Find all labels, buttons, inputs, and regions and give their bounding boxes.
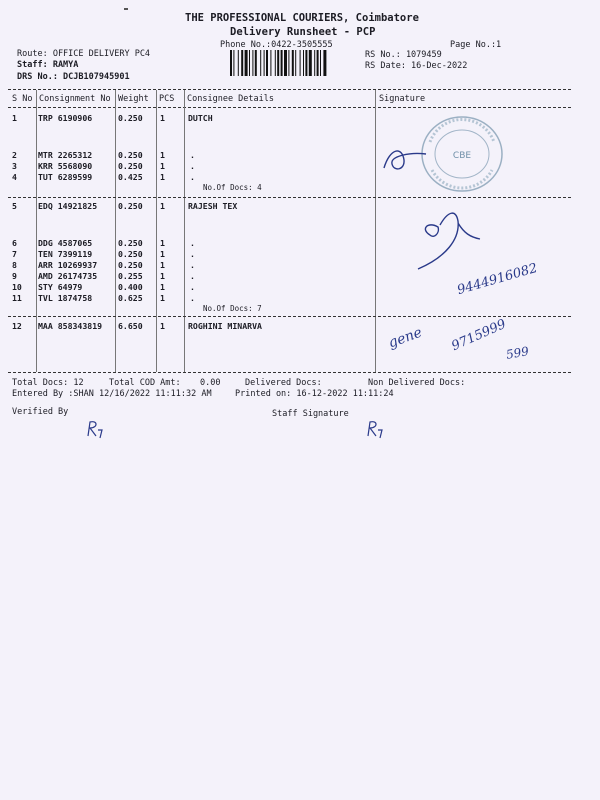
barcode-bar xyxy=(266,50,268,76)
entered-by: Entered By :SHAN 12/16/2022 11:11:32 AM xyxy=(12,389,212,399)
cell-mark: . xyxy=(190,172,195,182)
barcode-bar xyxy=(305,50,307,76)
cell-weight: 0.255 xyxy=(118,271,143,281)
cell-weight: 0.250 xyxy=(118,113,143,123)
cell-sno: 4 xyxy=(12,172,17,182)
barcode-bar xyxy=(277,50,279,76)
docs-count-note: No.Of Docs: 4 xyxy=(203,183,262,192)
cell-weight: 0.250 xyxy=(118,150,143,160)
printed-on: Printed on: 16-12-2022 11:11:24 xyxy=(235,389,394,399)
cell-consignment: DDG 4587065 xyxy=(38,238,93,248)
cell-pcs: 1 xyxy=(160,260,165,270)
docs-count-note: No.Of Docs: 7 xyxy=(203,304,262,313)
cell-consignment: TUT 6289599 xyxy=(38,172,93,182)
cell-sno: 1 xyxy=(12,113,17,123)
cell-weight: 0.425 xyxy=(118,172,143,182)
column-rule xyxy=(156,90,157,372)
column-rule xyxy=(184,90,185,372)
cell-sno: 8 xyxy=(12,260,17,270)
barcode-bar xyxy=(288,50,289,76)
staff-label: Staff: RAMYA xyxy=(17,60,79,70)
barcode-bar xyxy=(275,50,276,76)
cell-mark: . xyxy=(190,293,195,303)
cell-consignment: TEN 7399119 xyxy=(38,249,93,259)
barcode-bar xyxy=(292,50,294,76)
cell-consignee: ROGHINI MINARVA xyxy=(188,321,262,331)
page-number: Page No.:1 xyxy=(450,40,502,50)
col-consignment: Consignment No xyxy=(39,94,111,104)
cell-sno: 10 xyxy=(12,282,22,292)
svg-text:CBE: CBE xyxy=(452,151,472,161)
cell-pcs: 1 xyxy=(160,172,165,182)
cell-pcs: 1 xyxy=(160,249,165,259)
cell-consignment: MAA 858343819 xyxy=(38,321,103,331)
cell-weight: 0.400 xyxy=(118,282,143,292)
barcode-bar xyxy=(245,50,248,76)
drs-number: DRS No.: DCJB107945901 xyxy=(17,72,130,82)
cell-weight: 0.250 xyxy=(118,161,143,171)
company-name: THE PROFESSIONAL COURIERS, Coimbatore xyxy=(185,12,419,24)
barcode-bar xyxy=(303,50,304,76)
barcode-bar xyxy=(320,50,321,76)
barcode-bar xyxy=(317,50,319,76)
cell-consignee: DUTCH xyxy=(188,113,213,123)
cell-mark: . xyxy=(190,238,195,248)
non-delivered-docs: Non Delivered Docs: xyxy=(368,378,466,388)
cell-sno: 3 xyxy=(12,161,17,171)
barcode-bar xyxy=(260,50,261,76)
table-bottom-divider xyxy=(8,372,571,373)
cell-weight: 0.250 xyxy=(118,260,143,270)
column-rule xyxy=(375,90,376,372)
scan-speck xyxy=(124,8,128,10)
col-pcs: PCS xyxy=(159,94,175,104)
cell-pcs: 1 xyxy=(160,271,165,281)
cell-mark: . xyxy=(190,249,195,259)
barcode-bar xyxy=(238,50,239,76)
cell-pcs: 1 xyxy=(160,113,165,123)
cell-mark: . xyxy=(190,150,195,160)
col-weight: Weight xyxy=(118,94,149,104)
barcode-bar xyxy=(284,50,287,76)
cell-sno: 7 xyxy=(12,249,17,259)
signature-rajesh xyxy=(400,205,490,280)
col-consignee: Consignee Details xyxy=(187,94,274,104)
route-label: Route: OFFICE DELIVERY PC4 xyxy=(17,49,151,59)
total-cod-value: 0.00 xyxy=(200,378,221,388)
phone-number: Phone No.:0422-3505555 xyxy=(220,40,333,50)
divider xyxy=(8,89,571,90)
cell-pcs: 1 xyxy=(160,238,165,248)
cell-consignment: TVL 1874758 xyxy=(38,293,93,303)
initials-verified xyxy=(84,418,110,440)
barcode-bar xyxy=(264,50,265,76)
rs-date: RS Date: 16-Dec-2022 xyxy=(365,61,468,71)
cell-weight: 6.650 xyxy=(118,321,143,331)
barcode-bar xyxy=(230,50,232,76)
cell-mark: . xyxy=(190,282,195,292)
sheet-title: Delivery Runsheet - PCP xyxy=(230,26,376,38)
cell-consignment: AMD 26174735 xyxy=(38,271,98,281)
barcode-bar xyxy=(281,50,283,76)
cell-pcs: 1 xyxy=(160,161,165,171)
cell-consignment: ARR 10269937 xyxy=(38,260,98,270)
delivered-docs: Delivered Docs: xyxy=(245,378,322,388)
cell-sno: 5 xyxy=(12,201,17,211)
handwritten-name: gene xyxy=(386,324,425,352)
verified-by-label: Verified By xyxy=(12,407,69,417)
barcode xyxy=(230,50,360,76)
cell-weight: 0.250 xyxy=(118,201,143,211)
cell-pcs: 1 xyxy=(160,321,165,331)
cell-mark: . xyxy=(190,260,195,270)
cell-consignment: STY 64979 xyxy=(38,282,83,292)
column-rule xyxy=(115,90,116,372)
cell-sno: 6 xyxy=(12,238,17,248)
col-signature: Signature xyxy=(379,94,426,104)
barcode-bar xyxy=(300,50,301,76)
barcode-bar xyxy=(314,50,315,76)
cell-mark: . xyxy=(190,161,195,171)
initials-staff xyxy=(364,418,390,440)
barcode-bar xyxy=(295,50,296,76)
cell-pcs: 1 xyxy=(160,150,165,160)
cell-consignment: KRR 5568090 xyxy=(38,161,93,171)
cell-sno: 9 xyxy=(12,271,17,281)
group-divider xyxy=(8,316,571,317)
handwritten-phone: 9444916082 xyxy=(455,260,540,299)
signature-dutch xyxy=(380,138,480,178)
barcode-bar xyxy=(249,50,250,76)
divider xyxy=(8,107,571,108)
col-sno: S No xyxy=(12,94,33,104)
cell-sno: 12 xyxy=(12,321,22,331)
group-divider xyxy=(8,197,571,198)
cell-weight: 0.625 xyxy=(118,293,143,303)
barcode-bar xyxy=(255,50,257,76)
rs-number: RS No.: 1079459 xyxy=(365,50,442,60)
total-cod-label: Total COD Amt: xyxy=(109,378,181,388)
barcode-bar xyxy=(233,50,234,76)
cell-weight: 0.250 xyxy=(118,238,143,248)
cell-mark: . xyxy=(190,271,195,281)
barcode-bar xyxy=(270,50,271,76)
cell-consignee: RAJESH TEX xyxy=(188,201,238,211)
barcode-bar xyxy=(323,50,326,76)
staff-signature-label: Staff Signature xyxy=(272,409,349,419)
cell-pcs: 1 xyxy=(160,293,165,303)
cell-pcs: 1 xyxy=(160,282,165,292)
barcode-bar xyxy=(252,50,253,76)
cell-sno: 11 xyxy=(12,293,22,303)
total-docs: Total Docs: 12 xyxy=(12,378,84,388)
column-rule xyxy=(36,90,37,372)
barcode-bar xyxy=(241,50,243,76)
cell-consignment: MTR 2265312 xyxy=(38,150,93,160)
cell-weight: 0.250 xyxy=(118,249,143,259)
cell-consignment: TRP 6190906 xyxy=(38,113,93,123)
handwritten-phone: 9715999 xyxy=(449,316,509,355)
cell-pcs: 1 xyxy=(160,201,165,211)
handwritten-phone: 599 xyxy=(504,344,530,362)
barcode-bar xyxy=(309,50,312,76)
cell-sno: 2 xyxy=(12,150,17,160)
cell-consignment: EDQ 14921825 xyxy=(38,201,98,211)
